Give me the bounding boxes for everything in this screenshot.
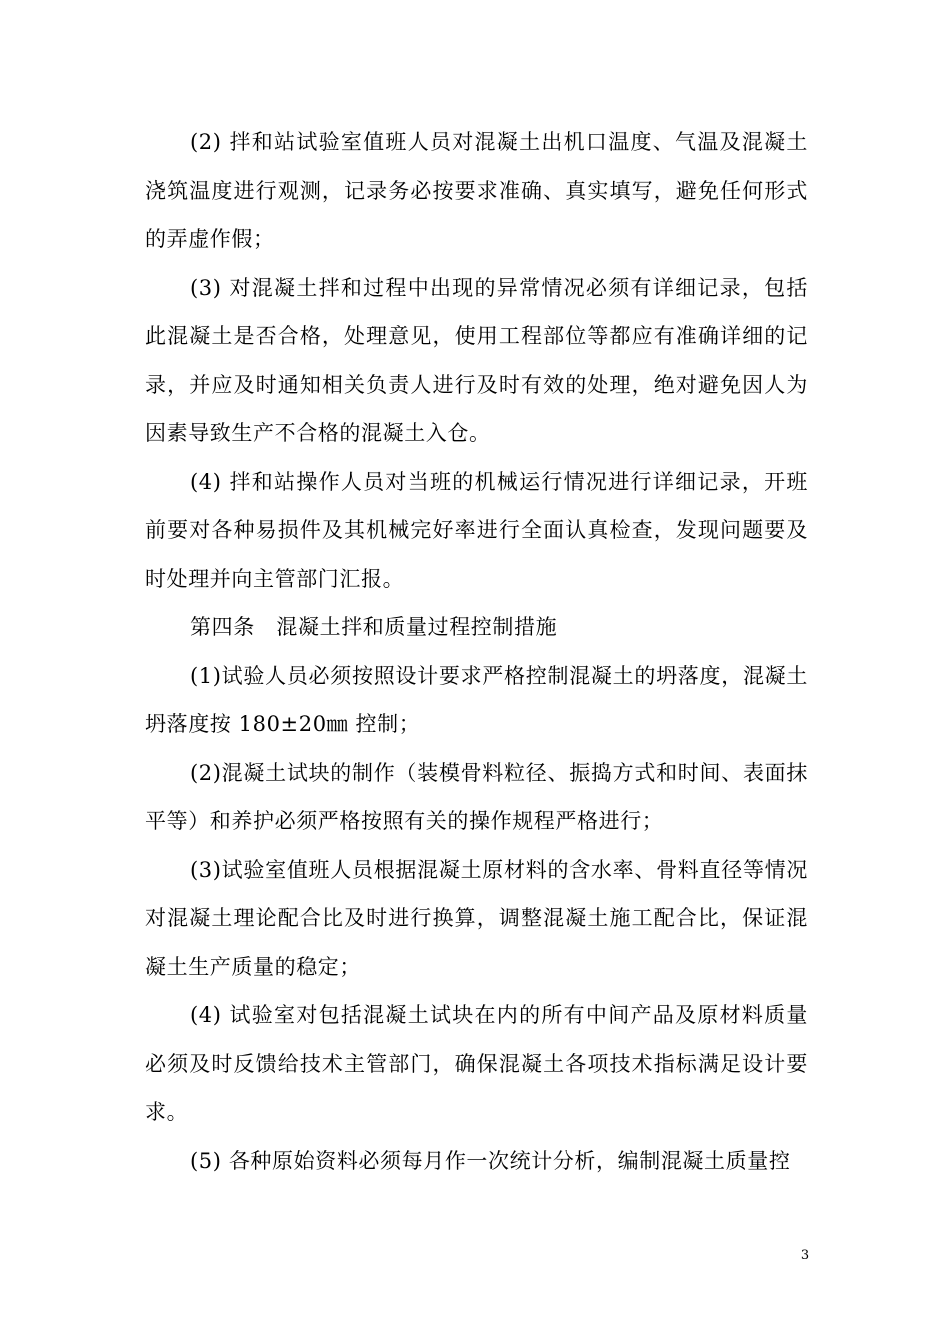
paragraph-item-1-slump: (1)试验人员必须按照设计要求严格控制混凝土的坍落度，混凝土坍落度按 180±20㎜ 控制； — [145, 663, 808, 736]
paragraph-item-2-temperature: (2) 拌和站试验室值班人员对混凝土出机口温度、气温及混凝土浇筑温度进行观测，记录务必按要求准确、真实填写，避免任何形式的弄虚作假； — [145, 130, 808, 251]
paragraph-item-4-feedback: (4) 试验室对包括混凝土试块在内的所有中间产品及原材料质量必须及时反馈给技术主管部门，确保混凝土各项技术指标满足设计要求。 — [145, 1003, 808, 1124]
section-heading-article-4: 第四条 混凝土拌和质量过程控制措施 — [190, 615, 558, 639]
paragraph-item-4-machine-records: (4) 拌和站操作人员对当班的机械运行情况进行详细记录，开班前要对各种易损件及其机械完好率进行全面认真检查，发现问题要及时处理并向主管部门汇报。 — [145, 469, 808, 591]
paragraph-item-2-test-block: (2)混凝土试块的制作（装模骨料粒径、振捣方式和时间、表面抹平等）和养护必须严格按照有关的操作规程严格进行； — [145, 760, 808, 833]
document-body — [145, 118, 808, 1185]
paragraph-item-5-statistics: (5) 各种原始资料必须每月作一次统计分析，编制混凝土质量控 — [190, 1148, 791, 1173]
paragraph-item-3-mix-ratio: (3)试验室值班人员根据混凝土原材料的含水率、骨料直径等情况对混凝土理论配合比及时进行换算，调整混凝土施工配合比，保证混凝土生产质量的稳定； — [145, 857, 808, 979]
page-number: 3 — [800, 1248, 810, 1263]
paragraph-item-3-abnormal-records: (3) 对混凝土拌和过程中出现的异常情况必须有详细记录，包括此混凝土是否合格，处理意见，使用工程部位等都应有准确详细的记录，并应及时通知相关负责人进行及时有效的处理，绝对避免因人为因素导致生产不合格的混凝土入仓。 — [145, 275, 808, 445]
